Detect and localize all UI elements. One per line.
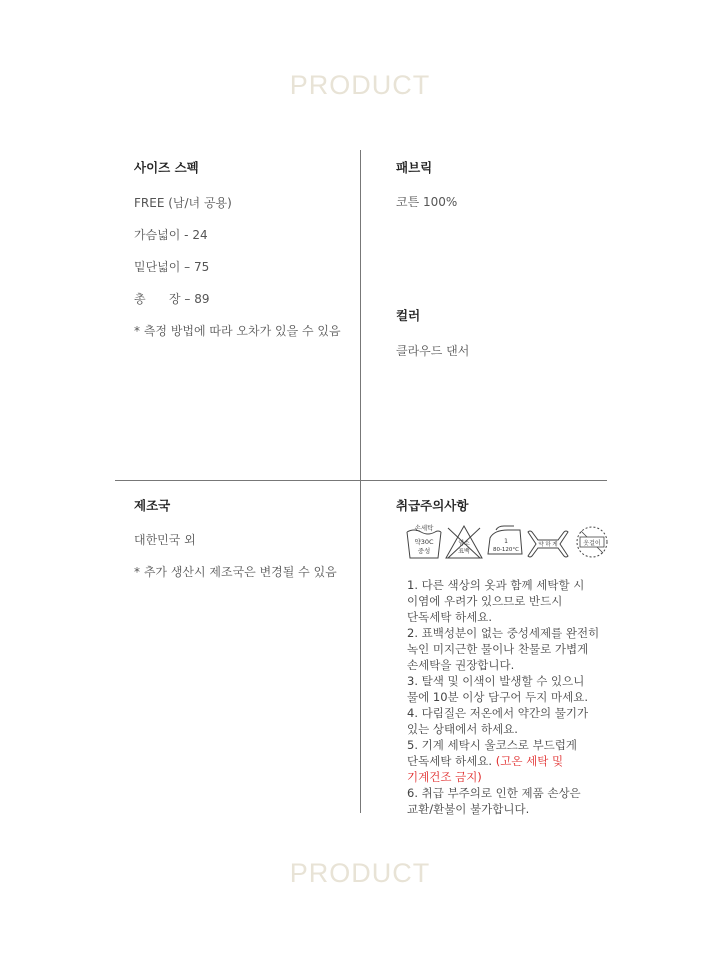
- color-value: 클라우드 댄서: [396, 344, 470, 358]
- care-warning-inline: (고온 세탁 및: [495, 754, 564, 768]
- size-chest: 가슴넓이 - 24: [134, 228, 208, 242]
- care-symbols: [404, 524, 614, 560]
- iron-icon: [488, 526, 522, 554]
- care-line: 손세탁을 권장합니다.: [407, 658, 515, 672]
- hang-dry-icon: [577, 527, 607, 557]
- bleach-label1: 염소: [458, 540, 470, 547]
- care-line: 3. 탈색 및 이색이 발생할 수 있으니: [407, 674, 585, 688]
- origin-note: * 추가 생산시 제조국은 변경될 수 있음: [134, 565, 337, 579]
- hand-wash-label3: 중성: [417, 547, 431, 555]
- no-bleach-icon: [446, 526, 482, 558]
- iron-label2: 80-120°C: [492, 547, 520, 553]
- fabric-value: 코튼 100%: [396, 195, 458, 209]
- gentle-wring-icon: [528, 531, 568, 557]
- size-hem: 밑단넓이 – 75: [134, 260, 210, 274]
- hand-wash-icon: [407, 524, 441, 558]
- care-warning-line: 기계건조 금지): [407, 770, 482, 784]
- banner-top: PRODUCT: [289, 70, 431, 100]
- care-line: 6. 취급 부주의로 인한 제품 손상은: [407, 786, 581, 800]
- care-line: 단독세탁 하세요.: [407, 754, 493, 768]
- horizontal-divider: [115, 480, 607, 481]
- size-spec-title: 사이즈 스펙: [134, 160, 199, 175]
- size-free: FREE (남/녀 공용): [134, 196, 232, 210]
- tumble-label: 옷걸이: [583, 540, 601, 547]
- care-instructions: [407, 577, 617, 817]
- dryclean-label3: 게: [552, 542, 558, 548]
- vertical-divider: [360, 150, 361, 813]
- care-line: 있는 상태에서 하세요.: [407, 722, 518, 736]
- care-line: 4. 다림질은 저온에서 약간의 물기가: [407, 706, 589, 720]
- care-line: 1. 다른 색상의 옷과 함께 세탁할 시: [407, 578, 585, 592]
- dryclean-label1: 약: [538, 542, 544, 548]
- care-line: 2. 표백성분이 없는 중성세제를 완전히: [407, 626, 600, 640]
- dryclean-label2: 하: [545, 542, 551, 548]
- size-note: * 측정 방법에 따라 오차가 있을 수 있음: [134, 324, 341, 338]
- size-total-label: 총: [134, 292, 146, 306]
- care-line: 단독세탁 하세요.: [407, 610, 493, 624]
- size-total-value: 장 – 89: [169, 292, 210, 306]
- care-line-with-warning: [407, 753, 617, 769]
- care-line: 녹인 미지근한 물이나 찬물로 가볍게: [407, 642, 589, 656]
- origin-title: 제조국: [134, 498, 171, 513]
- care-line: 교환/환불이 불가합니다.: [407, 802, 530, 816]
- care-line: 이염에 우려가 있으므로 반드시: [407, 594, 563, 608]
- care-title: 취급주의사항: [396, 498, 469, 513]
- banner-bottom: PRODUCT: [289, 858, 431, 888]
- origin-value: 대한민국 외: [134, 533, 196, 547]
- fabric-title: 패브릭: [396, 160, 433, 175]
- color-title: 컬러: [396, 308, 421, 323]
- hand-wash-label1: 손세탁: [414, 524, 434, 532]
- care-line: 5. 기계 세탁시 울코스로 부드럽게: [407, 738, 578, 752]
- care-line: 물에 10분 이상 담구어 두지 마세요.: [407, 690, 588, 704]
- bleach-label2: 표백: [458, 548, 470, 555]
- hand-wash-label2: 약30C: [414, 538, 434, 546]
- iron-label1: 1: [504, 538, 508, 545]
